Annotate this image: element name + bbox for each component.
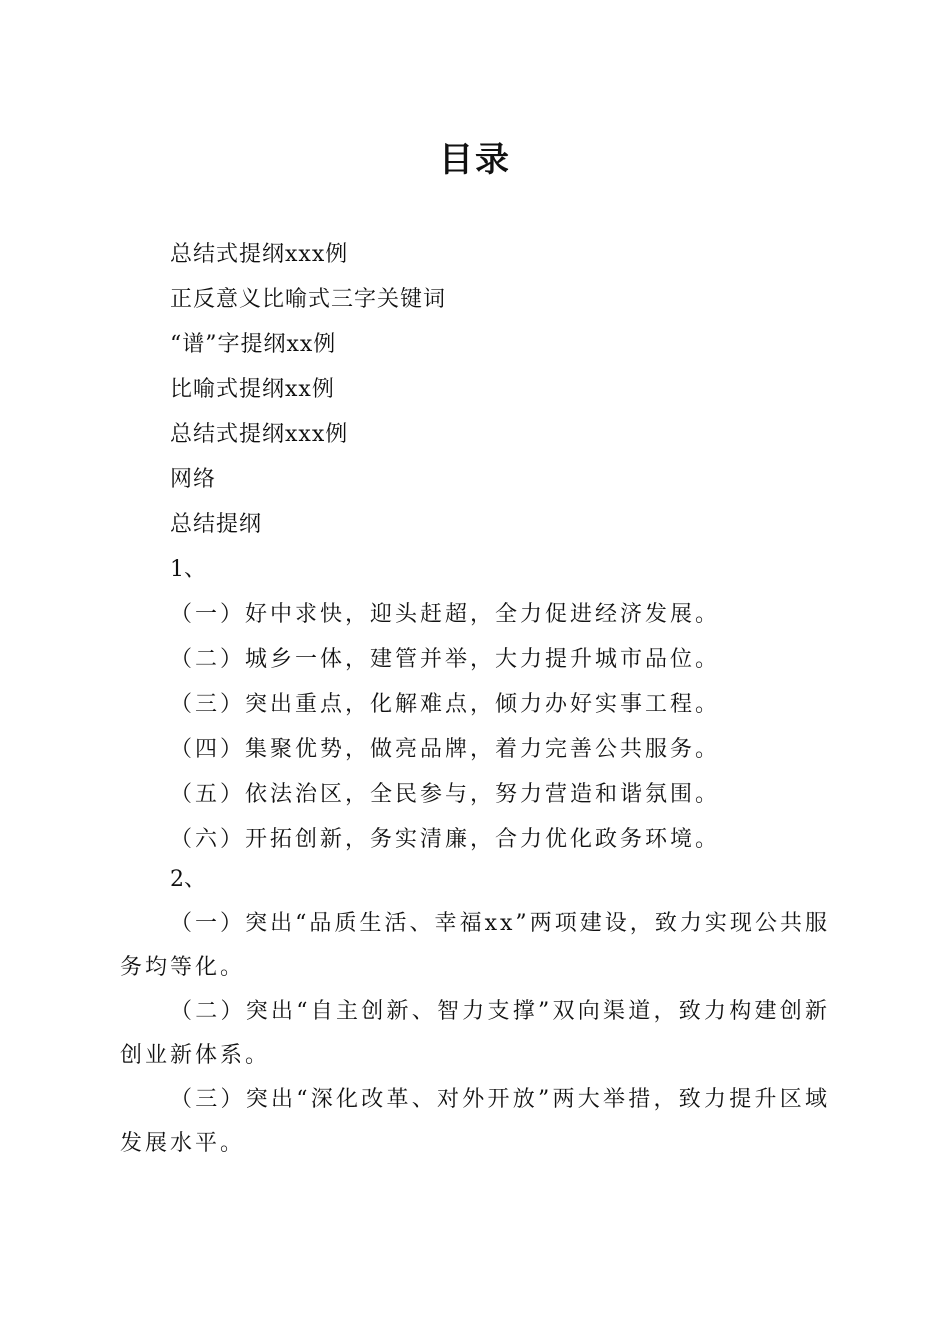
- section-2-heading: 2、: [170, 867, 206, 892]
- section-2-item: （三）突出“深化改革、对外开放”两大举措，致力提升区域发展水平。: [120, 1087, 830, 1156]
- section-1-item: （三）突出重点，化解难点，倾力办好实事工程。: [170, 692, 721, 717]
- toc-list: [170, 232, 870, 862]
- toc-item: 总结式提纲xxx例: [170, 242, 349, 267]
- section-1-heading: 1、: [170, 557, 206, 582]
- section-2-item: （二）突出“自主创新、智力支撑”双向渠道，致力构建创新创业新体系。: [120, 999, 830, 1068]
- section-1-item: （二）城乡一体，建管并举，大力提升城市品位。: [170, 647, 721, 672]
- section-1-item: （一）好中求快，迎头赶超，全力促进经济发展。: [170, 602, 721, 627]
- toc-item: 比喻式提纲xx例: [170, 377, 335, 402]
- page-title: 目录: [439, 140, 511, 180]
- toc-item: 总结提纲: [170, 512, 263, 537]
- toc-item: 总结式提纲xxx例: [170, 422, 349, 447]
- section-1-item: （六）开拓创新，务实清廉，合力优化政务环境。: [170, 827, 721, 852]
- toc-item: 网络: [170, 467, 217, 492]
- section-2-item: （一）突出“品质生活、幸福xx”两项建设，致力实现公共服务均等化。: [120, 911, 830, 980]
- section-2: [120, 857, 830, 1166]
- section-1-item: （五）依法治区，全民参与，努力营造和谐氛围。: [170, 782, 721, 807]
- toc-item: 正反意义比喻式三字关键词: [170, 287, 447, 312]
- section-1-item: （四）集聚优势，做亮品牌，着力完善公共服务。: [170, 737, 721, 762]
- toc-item: “谱”字提纲xx例: [170, 332, 337, 357]
